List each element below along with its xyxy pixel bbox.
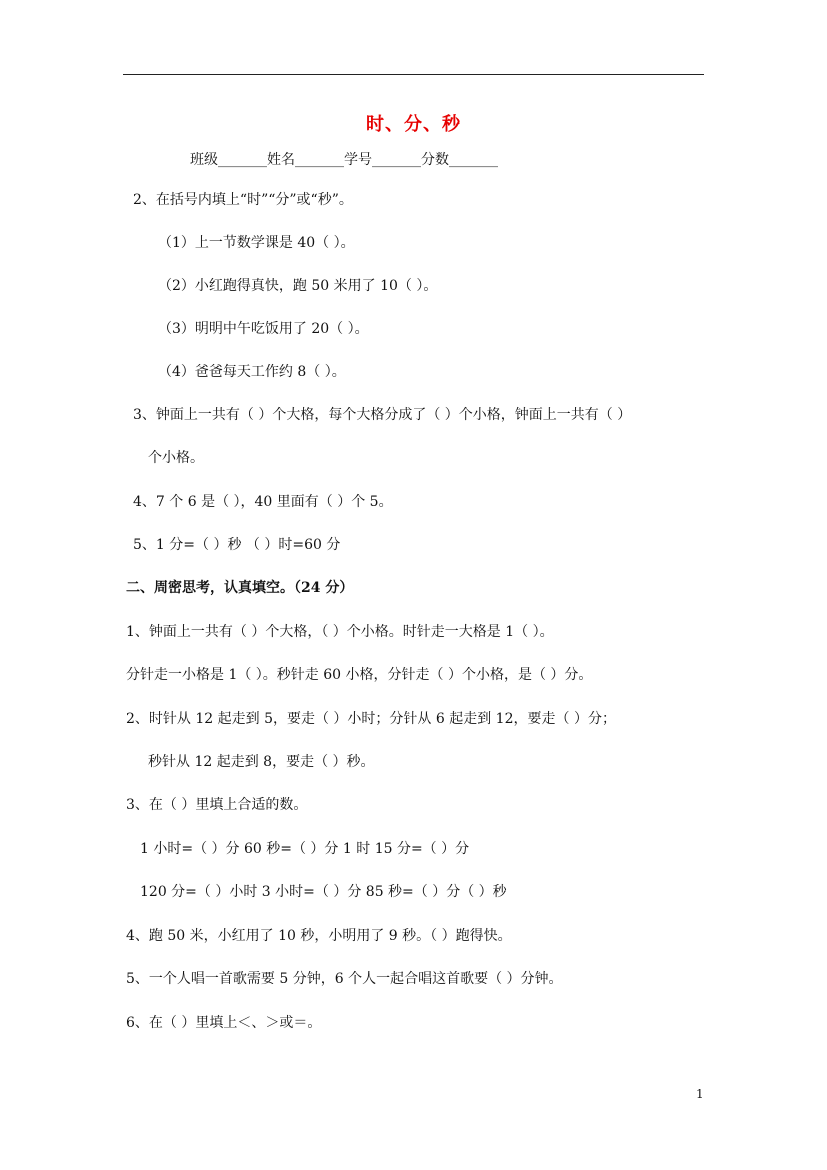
section-2-question-3-row-1: 1 小时=（ ）分 60 秒=（ ）分 1 时 15 分=（ ）分 [140,841,470,857]
question-3: 3、钟面上一共有（ ）个大格，每个大格分成了（ ）个小格，钟面上一共有（ ） [133,407,632,423]
section-2-question-3: 3、在（ ）里填上合适的数。 [126,797,308,813]
question-2-item-1: （1）上一节数学课是 40（ ）。 [158,235,355,251]
section-2-question-1-continued: 分针走一小格是 1（ ）。秒针走 60 小格，分针走（ ）个小格，是（ ）分。 [126,667,593,683]
section-2-question-4: 4、跑 50 米，小红用了 10 秒，小明用了 9 秒。（ ）跑得快。 [126,928,512,944]
student-info-line: 班级_______姓名_______学号_______分数_______ [190,152,498,168]
section-2-question-1: 1、钟面上一共有（ ）个大格，（ ）个小格。时针走一大格是 1（ ）。 [126,624,554,640]
section-2-question-2: 2、时针从 12 起走到 5，要走（ ）小时；分针从 6 起走到 12，要走（ ）分； [126,711,616,727]
question-2: 2、在括号内填上“时”“分”或“秒”。 [133,192,353,208]
question-5: 5、1 分=（ ）秒 （ ）时=60 分 [133,537,341,553]
question-3-continued: 个小格。 [148,450,204,466]
header-rule [123,74,704,75]
page-number: 1 [696,1087,704,1101]
page-title: 时、分、秒 [366,114,461,135]
question-2-item-3: （3）明明中午吃饭用了 20（ ）。 [158,321,369,337]
section-2-question-3-row-2: 120 分=（ ）小时 3 小时=（ ）分 85 秒=（ ）分（ ）秒 [140,884,507,900]
question-2-item-2: （2）小红跑得真快，跑 50 米用了 10（ ）。 [158,278,438,294]
question-2-item-4: （4）爸爸每天工作约 8（ ）。 [158,364,346,380]
section-2-question-5: 5、一个人唱一首歌需要 5 分钟，6 个人一起合唱这首歌要（ ）分钟。 [126,971,563,987]
section-2-question-2-continued: 秒针从 12 起走到 8，要走（ ）秒。 [148,754,375,770]
section-2-question-6: 6、在（ ）里填上＜、＞或＝。 [126,1015,322,1031]
question-4: 4、7 个 6 是（ ），40 里面有（ ）个 5。 [133,494,393,510]
section-2-heading: 二、周密思考，认真填空。（24 分） [126,580,354,596]
